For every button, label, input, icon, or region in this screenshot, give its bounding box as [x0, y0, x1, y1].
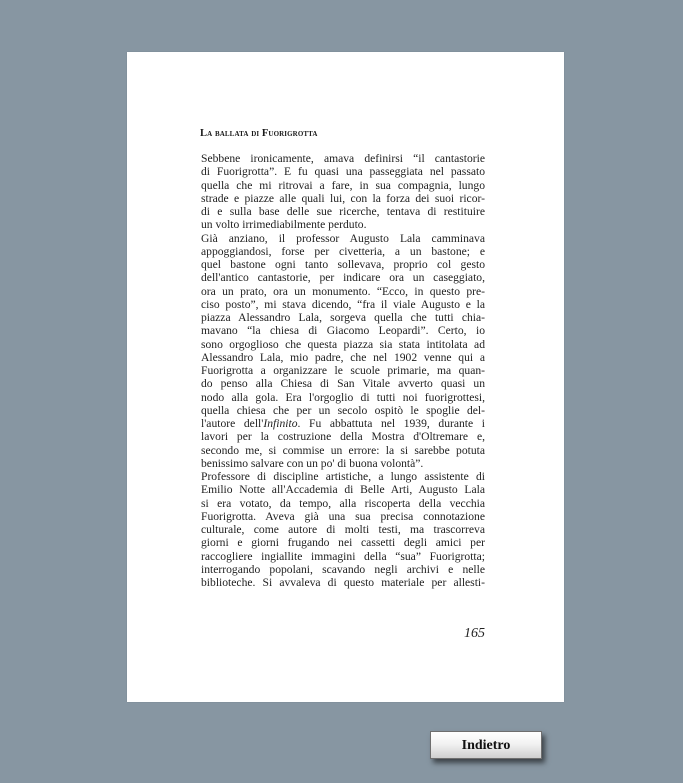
text-line-content: Già anziano, il professor Augusto Lala camminava [201, 231, 485, 245]
body-text [201, 152, 485, 589]
text-line-content: di Fuorigrotta”. E fu quasi una passeggiata nel passato [201, 165, 485, 179]
text-line [201, 165, 485, 178]
text-line-content: giorni e giorni frugando nei cassetti degli amici per [201, 536, 485, 550]
text-line [201, 430, 485, 443]
text-line-content: culturale, come autore di molti testi, ma trascorreva [201, 523, 485, 536]
text-line-content: biblioteche. Si avvaleva di questo materiale per allesti- [201, 576, 485, 589]
text-line-continuation: . Fu abbattuta nel 1939, durante i [297, 417, 485, 430]
text-line [201, 510, 485, 523]
text-line [201, 470, 485, 483]
text-line [201, 245, 485, 258]
text-line [201, 152, 485, 165]
text-line-content: nodo alla gola. Era l'orgoglio di tutti noi fuorigrottesi, [201, 390, 485, 404]
text-line [201, 576, 485, 589]
text-line [201, 338, 485, 351]
text-line [201, 483, 485, 496]
text-line-content: piazza Alessandro Lala, sorgeva quella che tutti chia- [201, 311, 485, 324]
text-line-content: di e sulla base delle sue ricerche, tentava di restituire [201, 205, 485, 218]
text-line [201, 179, 485, 192]
text-line-content: ciso posto”, mi stava dicendo, “fra il viale Augusto e la [201, 297, 485, 311]
text-line [201, 218, 485, 231]
running-head-part1: La ballata di [200, 128, 262, 139]
text-line [201, 444, 485, 457]
text-line [201, 563, 485, 576]
text-line-content: Professore di discipline artistiche, a lungo assistente di [201, 470, 485, 483]
text-line-content: un volto irrimediabilmente perduto. [201, 218, 367, 232]
text-line [201, 550, 485, 563]
text-line-content: strade e piazze alle quali lui, con la forza dei suoi ricor- [201, 191, 485, 205]
running-head [200, 128, 318, 139]
text-line [201, 311, 485, 324]
text-line-content: lavori per la costruzione della Mostra d'Oltremare e, [201, 430, 485, 444]
text-line [201, 417, 485, 430]
text-line-content: Alessandro Lala, mio padre, che nel 1902 venne qui a [201, 350, 485, 364]
text-line [201, 497, 485, 510]
text-line [201, 391, 485, 404]
text-line [201, 523, 485, 536]
text-line [201, 364, 485, 377]
text-line-content: Fuorigrotta a organizzare le scuole primarie, ma quan- [201, 364, 485, 377]
text-line-content: Sebbene ironicamente, amava definirsi “il cantastorie [201, 152, 485, 165]
text-line [201, 324, 485, 337]
text-line-content: secondo me, si commise un errore: la si sarebbe potuta [201, 443, 485, 457]
text-line [201, 205, 485, 218]
page-number: 165 [464, 626, 485, 641]
text-line-content: sono orgoglioso che questa piazza sia stata intitolata ad [201, 337, 485, 351]
text-line-content: benissimo salvare con un po' di buona volontà”. [201, 456, 424, 470]
text-line-content: do penso alla Chiesa di San Vitale avverto quasi un [201, 377, 485, 391]
text-line [201, 192, 485, 205]
text-line [201, 377, 485, 390]
text-line-content: mavano “la chiesa di Giacomo Leopardi”. Certo, io [201, 324, 485, 338]
text-line [201, 258, 485, 271]
text-line [201, 285, 485, 298]
book-page [127, 52, 564, 702]
text-line [201, 271, 485, 284]
text-line [201, 298, 485, 311]
text-line-content: Fuorigrotta. Aveva già una sua precisa connotazione [201, 509, 485, 523]
text-line-content: quella che mi ritrovai a fare, in sua compagnia, lungo [201, 178, 485, 192]
text-line-content: quella chiesa che per un secolo ospitò le spoglie del- [201, 403, 485, 417]
text-line [201, 404, 485, 417]
running-head-part2: Fuorigrotta [261, 128, 318, 139]
text-line-content: ora un prato, ora un monumento. “Ecco, in questo pre- [201, 284, 485, 298]
italic-title: Infinito [263, 417, 298, 430]
text-line-content: si era votato, da tempo, alla riscoperta della vecchia [201, 496, 485, 510]
text-line-content: Emilio Notte all'Accademia di Belle Arti, Augusto Lala [201, 483, 485, 497]
text-line-content: dell'antico cantastorie, per indicare ora un caseggiato, [201, 271, 485, 285]
text-line-content: raccogliere ingiallite immagini della “sua” Fuorigrotta; [201, 549, 485, 563]
text-line [201, 232, 485, 245]
text-line [201, 457, 485, 470]
text-line [201, 536, 485, 549]
back-button[interactable]: Indietro [430, 731, 542, 759]
text-line [201, 351, 485, 364]
text-line-content: quel bastone ogni tanto sollevava, proprio col gesto [201, 258, 485, 271]
text-line-content: appoggiandosi, forse per civetteria, a un bastone; e [201, 244, 485, 258]
text-line-content: l'autore dell' [201, 417, 264, 430]
text-line-content: interrogando popolani, scavando negli archivi e nelle [201, 562, 485, 576]
